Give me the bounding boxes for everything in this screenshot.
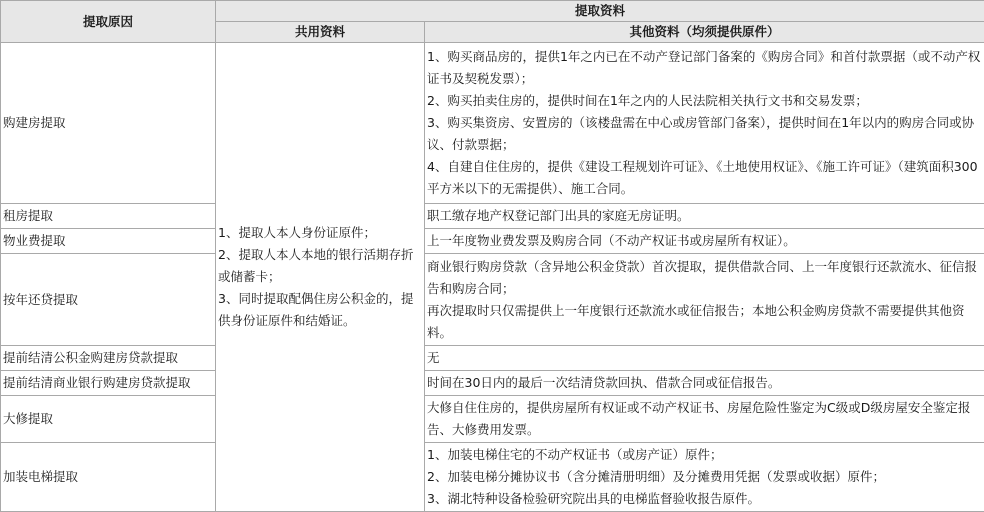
reason-cell: 物业费提取 xyxy=(1,229,216,254)
header-other: 其他资料（均须提供原件） xyxy=(425,22,984,43)
other-material-item: 1、加装电梯住宅的不动产权证书（或房产证）原件； xyxy=(427,444,982,466)
table-row xyxy=(1,443,984,512)
other-materials-cell xyxy=(425,43,984,204)
table-row xyxy=(1,254,984,346)
reason-cell: 按年还贷提取 xyxy=(1,254,216,346)
common-materials-cell xyxy=(216,43,425,512)
common-material-item: 2、提取人本人本地的银行活期存折或储蓄卡； xyxy=(218,244,422,288)
other-materials-cell: 上一年度物业费发票及购房合同（不动产权证书或房屋所有权证）。 xyxy=(425,229,984,254)
other-material-item: 商业银行购房贷款（含异地公积金贷款）首次提取，提供借款合同、上一年度银行还款流水、征信报告和购房合同； xyxy=(427,256,982,300)
other-materials-cell xyxy=(425,443,984,512)
header-materials: 提取资料 xyxy=(216,1,984,22)
other-material-item: 1、购买商品房的，提供1年之内已在不动产登记部门备案的《购房合同》和首付款票据（或不动产权证书及契税发票）； xyxy=(427,46,982,90)
table-row xyxy=(1,204,984,229)
other-materials-cell: 大修自住住房的，提供房屋所有权证或不动产权证书、房屋危险性鉴定为C级或D级房屋安全鉴定报告、大修费用发票。 xyxy=(425,396,984,443)
other-material-item: 3、湖北特种设备检验研究院出具的电梯监督验收报告原件。 xyxy=(427,488,982,510)
reason-cell: 租房提取 xyxy=(1,204,216,229)
reason-cell: 大修提取 xyxy=(1,396,216,443)
other-material-item: 4、自建自住住房的，提供《建设工程规划许可证》、《土地使用权证》、《施工许可证》（建筑面积300平方米以下的无需提供）、施工合同。 xyxy=(427,156,982,200)
reason-cell: 加装电梯提取 xyxy=(1,443,216,512)
other-materials-cell: 职工缴存地产权登记部门出具的家庭无房证明。 xyxy=(425,204,984,229)
reason-cell: 提前结清商业银行购建房贷款提取 xyxy=(1,371,216,396)
other-material-item: 2、加装电梯分摊协议书（含分摊清册明细）及分摊费用凭据（发票或收据）原件； xyxy=(427,466,982,488)
other-materials-cell: 无 xyxy=(425,346,984,371)
table-row xyxy=(1,43,984,204)
table-row xyxy=(1,229,984,254)
other-material-item: 3、购买集资房、安置房的（该楼盘需在中心或房管部门备案），提供时间在1年以内的购房合同或协议、付款票据； xyxy=(427,112,982,156)
other-material-item: 再次提取时只仅需提供上一年度银行还款流水或征信报告；本地公积金购房贷款不需要提供其他资料。 xyxy=(427,300,982,344)
table-row xyxy=(1,371,984,396)
common-material-item: 1、提取人本人身份证原件； xyxy=(218,222,422,244)
other-materials-cell xyxy=(425,254,984,346)
table-row xyxy=(1,396,984,443)
other-material-item: 2、购买拍卖住房的，提供时间在1年之内的人民法院相关执行文书和交易发票； xyxy=(427,90,982,112)
reason-cell: 购建房提取 xyxy=(1,43,216,204)
other-materials-cell: 时间在30日内的最后一次结清贷款回执、借款合同或征信报告。 xyxy=(425,371,984,396)
table-row xyxy=(1,346,984,371)
reason-cell: 提前结清公积金购建房贷款提取 xyxy=(1,346,216,371)
header-reason: 提取原因 xyxy=(1,1,216,43)
header-common: 共用资料 xyxy=(216,22,425,43)
common-material-item: 3、同时提取配偶住房公积金的，提供身份证原件和结婚证。 xyxy=(218,288,422,332)
